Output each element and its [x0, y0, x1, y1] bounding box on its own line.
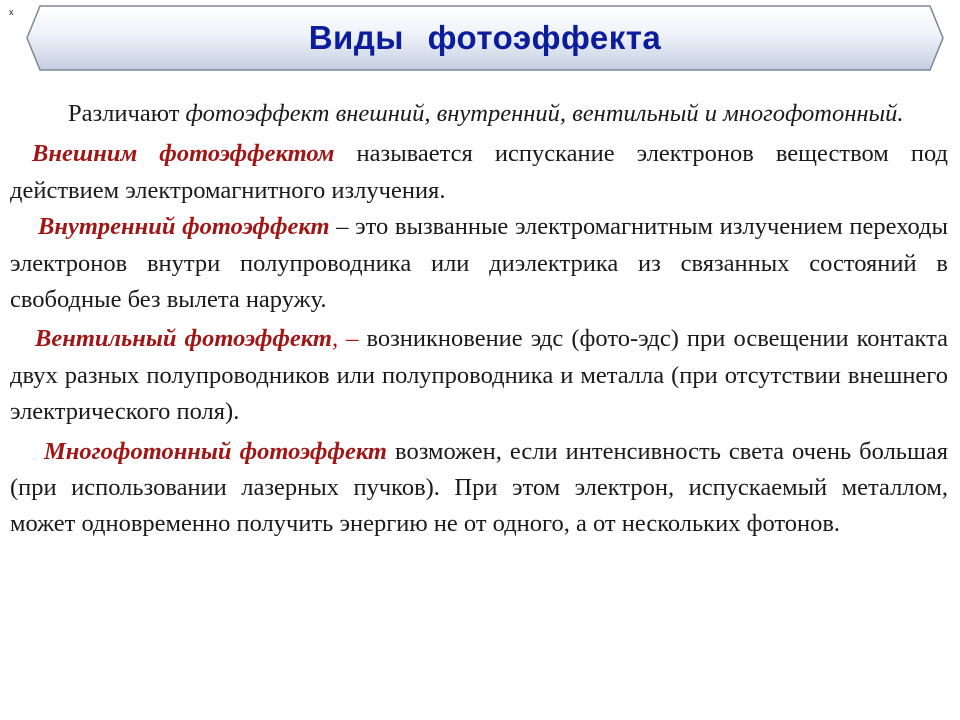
intro-paragraph — [10, 96, 948, 132]
valve-photoeffect-text: возникновение эдс (фото-эдс) при освещении контакта двух разных полупроводников или полупроводника и металла (при отсутствии внешнего электрического поля). — [10, 325, 948, 426]
valve-photoeffect-term: Вентильный фотоэффект — [35, 325, 332, 353]
intro-types: фотоэффект внешний, внутренний, вентильный и многофотонный. — [185, 100, 904, 127]
valve-photoeffect-paragraph — [10, 321, 948, 430]
external-photoeffect-text: называется испускание электронов веществом под действием электромагнитного излучения. — [10, 140, 948, 204]
close-mark: x — [9, 7, 14, 17]
title-banner — [26, 5, 944, 71]
multiphoton-photoeffect-paragraph — [10, 434, 948, 543]
external-photoeffect-term: Внешним фотоэффектом — [32, 140, 335, 168]
multiphoton-photoeffect-term: Многофотонный фотоэффект — [44, 437, 387, 465]
internal-photoeffect-paragraph — [10, 209, 948, 318]
multiphoton-photoeffect-text: возможен, если интенсивность света очень большая (при использовании лазерных пучков). При этом электрон, испускаемый металлом, может одновременно получить энергию не от одного, а от нескольких фотонов. — [10, 437, 948, 538]
intro-lead: Различают — [68, 100, 186, 127]
content-body — [10, 96, 948, 543]
page-title: Виды фотоэффекта — [308, 19, 662, 56]
internal-photoeffect-text: – это вызванные электромагнитным излучением переходы электронов внутри полупроводника или диэлектрика из связанных состояний в свободные без вылета наружу. — [10, 213, 948, 314]
external-photoeffect-paragraph — [10, 136, 948, 209]
internal-photoeffect-term: Внутренний фотоэффект — [38, 213, 330, 241]
valve-photoeffect-punct: , – — [331, 325, 359, 353]
